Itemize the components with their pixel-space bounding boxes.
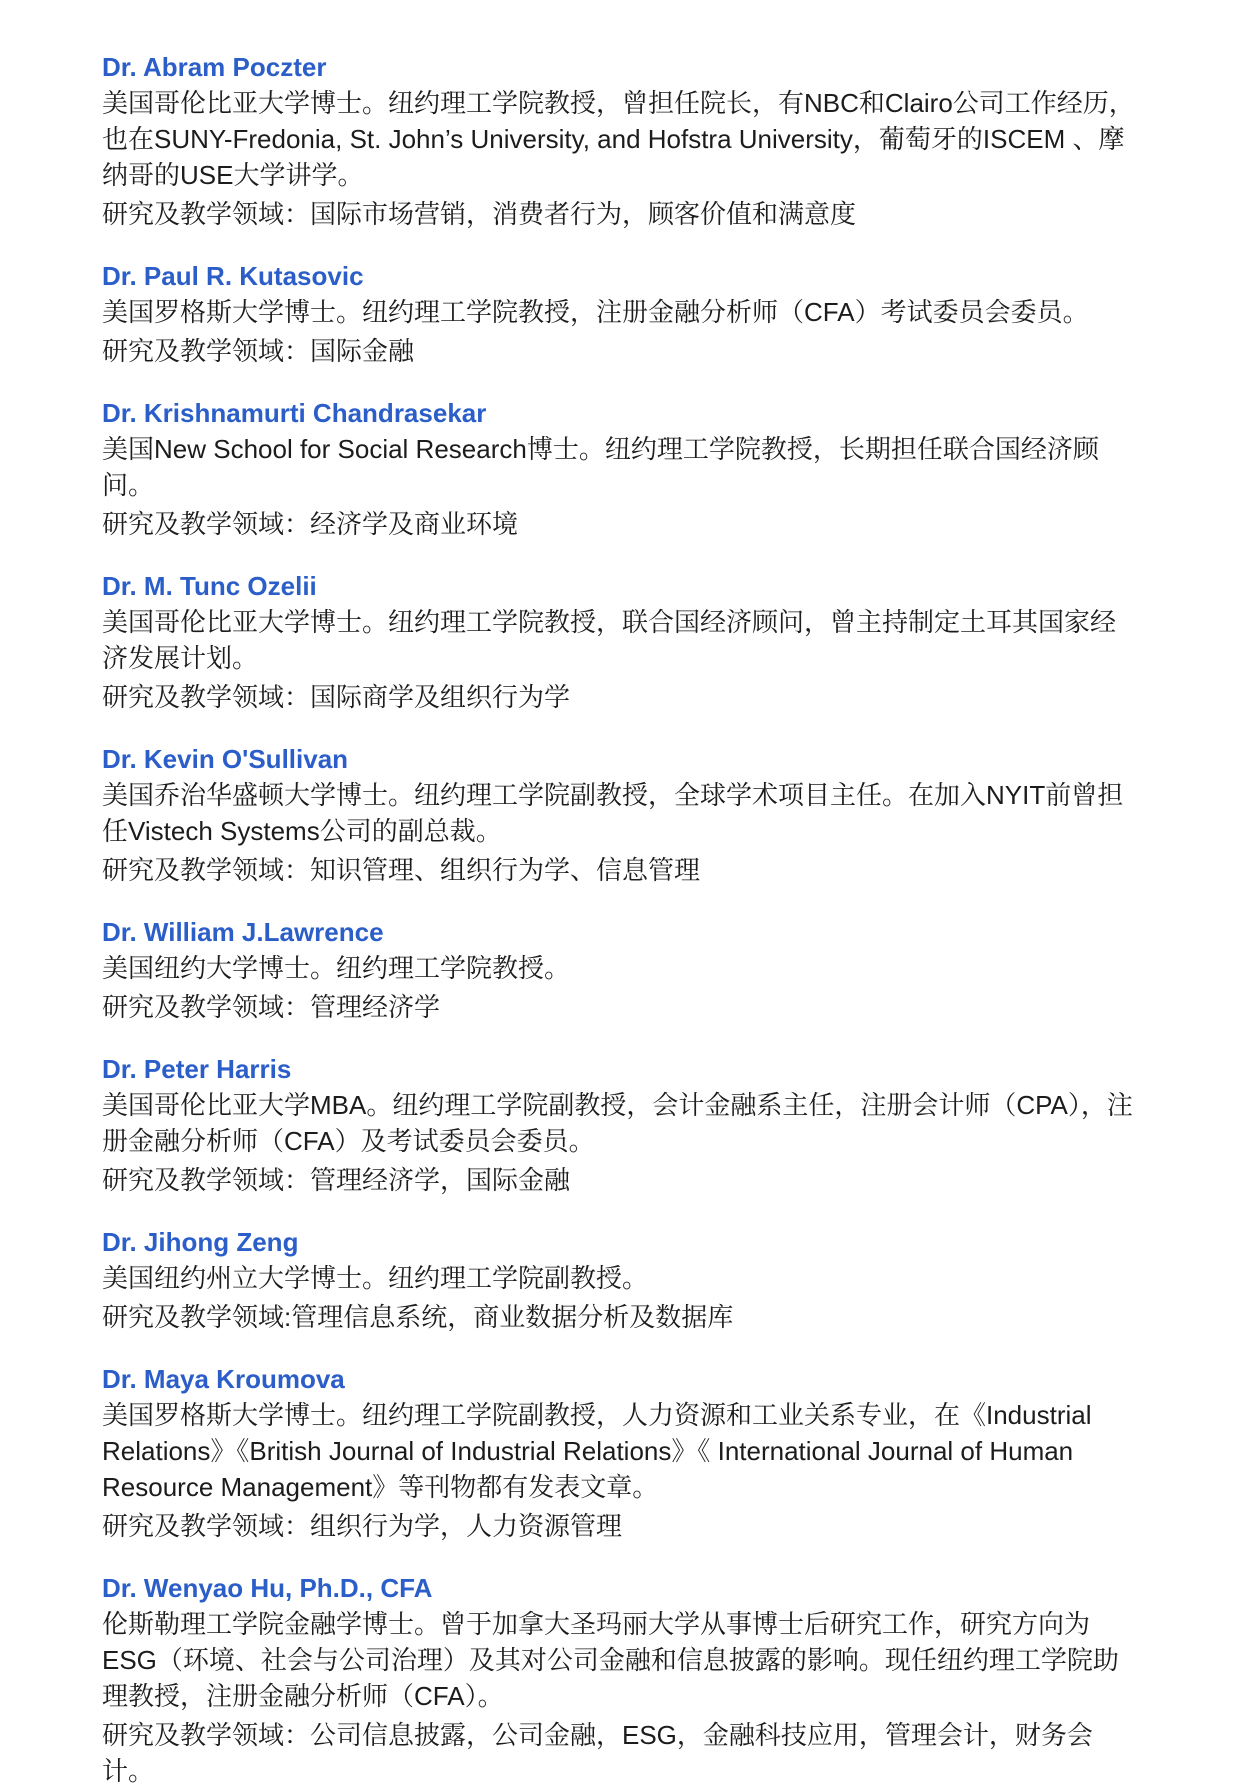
- faculty-bio: 美国哥伦比亚大学MBA。纽约理工学院副教授，会计金融系主任，注册会计师（CPA），注册金融分析师（CFA）及考试委员会委员。: [102, 1090, 1133, 1156]
- faculty-name: Dr. Wenyao Hu, Ph.D., CFA: [102, 1573, 433, 1603]
- faculty-name: Dr. Krishnamurti Chandrasekar: [102, 398, 487, 428]
- faculty-research-areas: 研究及教学领域：国际商学及组织行为学: [102, 682, 571, 712]
- faculty-research-areas: 研究及教学领域：国际市场营销，消费者行为，顾客价值和满意度: [102, 199, 857, 229]
- faculty-bio: 美国纽约大学博士。纽约理工学院教授。: [102, 953, 571, 983]
- faculty-bio: 美国乔治华盛顿大学博士。纽约理工学院副教授，全球学术项目主任。在加入NYIT前曾担任Vistech Systems公司的副总裁。: [102, 780, 1124, 846]
- faculty-name: Dr. Peter Harris: [102, 1054, 292, 1084]
- faculty-name: Dr. Abram Poczter: [102, 52, 327, 82]
- faculty-entry: [102, 1051, 1138, 1198]
- faculty-bio: 美国纽约州立大学博士。纽约理工学院副教授。: [102, 1263, 649, 1293]
- faculty-bio: 美国New School for Social Research博士。纽约理工学院教授，长期担任联合国经济顾问。: [102, 434, 1099, 500]
- faculty-name: Dr. William J.Lawrence: [102, 917, 384, 947]
- faculty-entry: [102, 258, 1138, 369]
- faculty-entry: [102, 1224, 1138, 1335]
- faculty-name: Dr. Jihong Zeng: [102, 1227, 299, 1257]
- faculty-research-areas: 研究及教学领域：组织行为学，人力资源管理: [102, 1511, 623, 1541]
- faculty-research-areas: 研究及教学领域：国际金融: [102, 336, 415, 366]
- faculty-research-areas: 研究及教学领域：管理经济学: [102, 992, 441, 1022]
- faculty-research-areas: 研究及教学领域：知识管理、组织行为学、信息管理: [102, 855, 701, 885]
- faculty-bio: 美国罗格斯大学博士。纽约理工学院副教授，人力资源和工业关系专业，在《Industrial Relations》《British Journal of Industrial Relations》《 International Journal of Human Resource Management》等刊物都有发表文章。: [102, 1400, 1092, 1502]
- faculty-entry: [102, 49, 1138, 232]
- faculty-name: Dr. Paul R. Kutasovic: [102, 261, 364, 291]
- faculty-research-areas: 研究及教学领域：经济学及商业环境: [102, 509, 519, 539]
- faculty-bio: 伦斯勒理工学院金融学博士。曾于加拿大圣玛丽大学从事博士后研究工作，研究方向为ESG（环境、社会与公司治理）及其对公司金融和信息披露的影响。现任纽约理工学院助理教授，注册金融分析师（CFA）。: [102, 1609, 1119, 1711]
- faculty-name: Dr. Kevin O'Sullivan: [102, 744, 349, 774]
- faculty-entry: [102, 741, 1138, 888]
- faculty-entry: [102, 1570, 1138, 1789]
- faculty-research-areas: 研究及教学领域:管理信息系统，商业数据分析及数据库: [102, 1302, 734, 1332]
- faculty-bio: 美国哥伦比亚大学博士。纽约理工学院教授，联合国经济顾问，曾主持制定土耳其国家经济发展计划。: [102, 607, 1117, 673]
- faculty-research-areas: 研究及教学领域：公司信息披露，公司金融，ESG，金融科技应用，管理会计，财务会计。: [102, 1720, 1093, 1786]
- faculty-entry: [102, 1361, 1138, 1544]
- faculty-entry: [102, 914, 1138, 1025]
- faculty-entry: [102, 568, 1138, 715]
- faculty-bio: 美国罗格斯大学博士。纽约理工学院教授，注册金融分析师（CFA）考试委员会委员。: [102, 297, 1089, 327]
- faculty-bio: 美国哥伦比亚大学博士。纽约理工学院教授，曾担任院长，有NBC和Clairo公司工作经历，也在SUNY-Fredonia, St. John’s University, and Hofstra University，葡萄牙的ISCEM 、摩纳哥的USE大学讲学。: [102, 88, 1135, 190]
- faculty-name: Dr. M. Tunc Ozelii: [102, 571, 317, 601]
- faculty-research-areas: 研究及教学领域：管理经济学，国际金融: [102, 1165, 571, 1195]
- faculty-entry: [102, 395, 1138, 542]
- faculty-name: Dr. Maya Kroumova: [102, 1364, 345, 1394]
